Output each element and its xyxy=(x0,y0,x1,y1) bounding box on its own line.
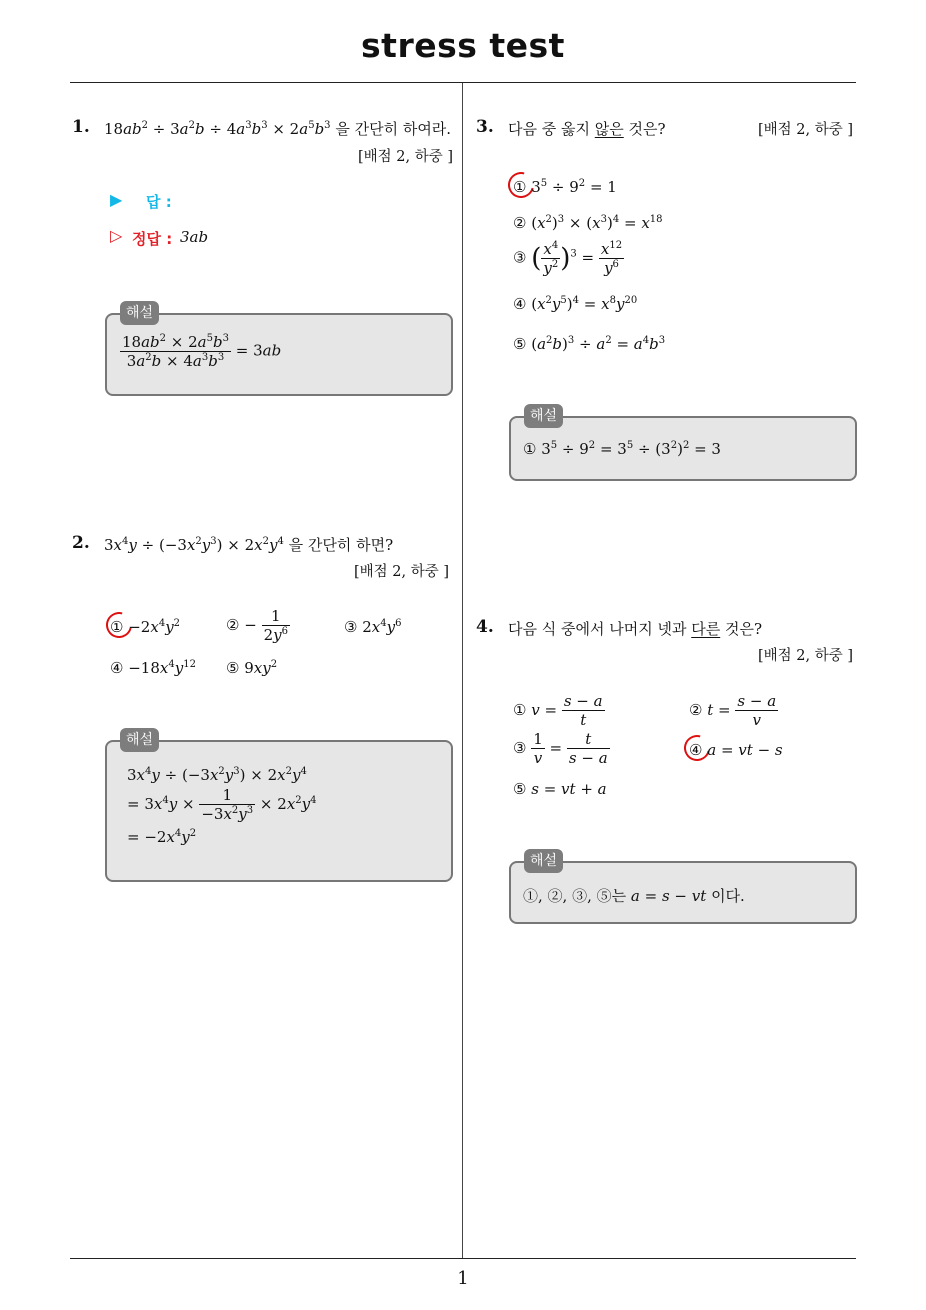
question-2-number: 2. xyxy=(72,533,90,553)
question-1-solution-expression: $\frac{18ab^2 \times 2a^5b^3}{3a^2b \times 4a^3b^3}$ = 3ab xyxy=(122,333,282,370)
question-2-option-5[interactable]: ⑤ $9xy^2$ xyxy=(226,659,278,677)
question-4-text: 다음 식 중에서 나머지 넷과 다른 것은? xyxy=(508,620,763,638)
question-2-text xyxy=(104,534,393,555)
question-2-text-suffix: 을 간단히 하면? xyxy=(288,536,394,554)
question-2-solution-line-1: $3x^4y \div (-3x^2y^3) \times 2x^2y^4$ xyxy=(127,766,307,784)
question-2-option-4[interactable]: ④ $-18x^4y^{12}$ xyxy=(110,659,196,677)
question-1-solution-box xyxy=(105,313,453,396)
question-1-number: 1. xyxy=(72,117,90,137)
question-2-option-2[interactable]: ② − $\frac{1}{2y^6}$ xyxy=(226,607,288,644)
question-3-option-2[interactable]: ② $(x^2)^3 \times (x^3)^4 = x^{18}$ xyxy=(513,214,663,232)
question-3-number: 3. xyxy=(476,117,494,137)
header-rule xyxy=(70,82,856,83)
answer-arrow-icon: ▶ xyxy=(110,190,123,209)
question-4-solution-tag: 해설 xyxy=(524,849,563,873)
question-1-expression: $18ab^2 \div 3a^2b \div 4a^3b^3 \times 2a^5b^3$ xyxy=(104,120,331,138)
question-1-text-suffix: 을 간단히 하여라. xyxy=(335,120,452,138)
question-3-solution-expression: ① $3^5 \div 9^2 = 3^5 \div (3^2)^2 = 3$ xyxy=(523,440,721,458)
question-4-option-3[interactable]: ③ $\frac{1}{v}$ = $\frac{t}{s - a}$ xyxy=(513,730,608,767)
question-1-meta: [배점 2, 하중 ] xyxy=(357,149,453,165)
question-2-solution-tag: 해설 xyxy=(120,728,159,752)
question-4-option-2[interactable]: ② t = $\frac{s - a}{v}$ xyxy=(689,692,777,729)
page-number: 1 xyxy=(457,1268,469,1289)
question-2-solution-box xyxy=(105,740,453,882)
question-3-option-5[interactable]: ⑤ $(a^2b)^3 \div a^2 = a^4b^3$ xyxy=(513,335,666,353)
question-1-solution-tag: 해설 xyxy=(120,301,159,325)
question-3-solution-tag: 해설 xyxy=(524,404,563,428)
question-4-option-1[interactable]: ① v = $\frac{s - a}{t}$ xyxy=(513,692,603,729)
question-2-meta: [배점 2, 하중 ] xyxy=(353,564,449,580)
page-title: stress test xyxy=(361,26,565,65)
question-2-option-3[interactable]: ③ $2x^4y^6$ xyxy=(344,618,402,636)
question-4-option-5[interactable]: ⑤ s = vt + a xyxy=(513,780,607,798)
correct-label: 정답 : xyxy=(132,230,173,248)
question-4-option-4[interactable]: ④ a = vt − s xyxy=(689,741,783,759)
question-2-option-1[interactable]: ① $-2x^4y^2$ xyxy=(110,618,181,636)
footer-rule xyxy=(70,1258,856,1259)
question-3-meta: [배점 2, 하중 ] xyxy=(757,122,853,138)
question-4-meta: [배점 2, 하중 ] xyxy=(757,648,853,664)
question-3-option-1[interactable]: ① $3^5 \div 9^2 = 1$ xyxy=(513,178,617,196)
question-4-number: 4. xyxy=(476,617,494,637)
answer-label: 답 : xyxy=(146,193,172,211)
correct-arrow-icon: ▷ xyxy=(110,226,123,245)
question-1-text xyxy=(104,118,451,139)
correct-value: 3ab xyxy=(180,228,209,246)
question-2-solution-line-3: = $-2x^4y^2$ xyxy=(127,828,197,846)
question-2-expression: $3x^4y \div (-3x^2y^3) \times 2x^2y^4$ xyxy=(104,536,284,554)
question-3-text: 다음 중 옳지 않은 것은? xyxy=(508,120,666,138)
column-divider xyxy=(462,83,463,1258)
question-3-option-4[interactable]: ④ $(x^2y^5)^4 = x^8y^{20}$ xyxy=(513,295,638,313)
question-4-solution-text: ①, ②, ③, ⑤는 a = s − vt 이다. xyxy=(523,887,745,905)
question-2-solution-line-2: = $3x^4y$ × $\frac{1}{-3x^2y^3}$ × $2x^2y^4$ xyxy=(127,786,317,823)
question-3-option-3[interactable]: ③ ( $\frac{x^4}{y^2}$ )$^3$ = $\frac{x^{12}}{y^6}$ xyxy=(513,240,623,277)
